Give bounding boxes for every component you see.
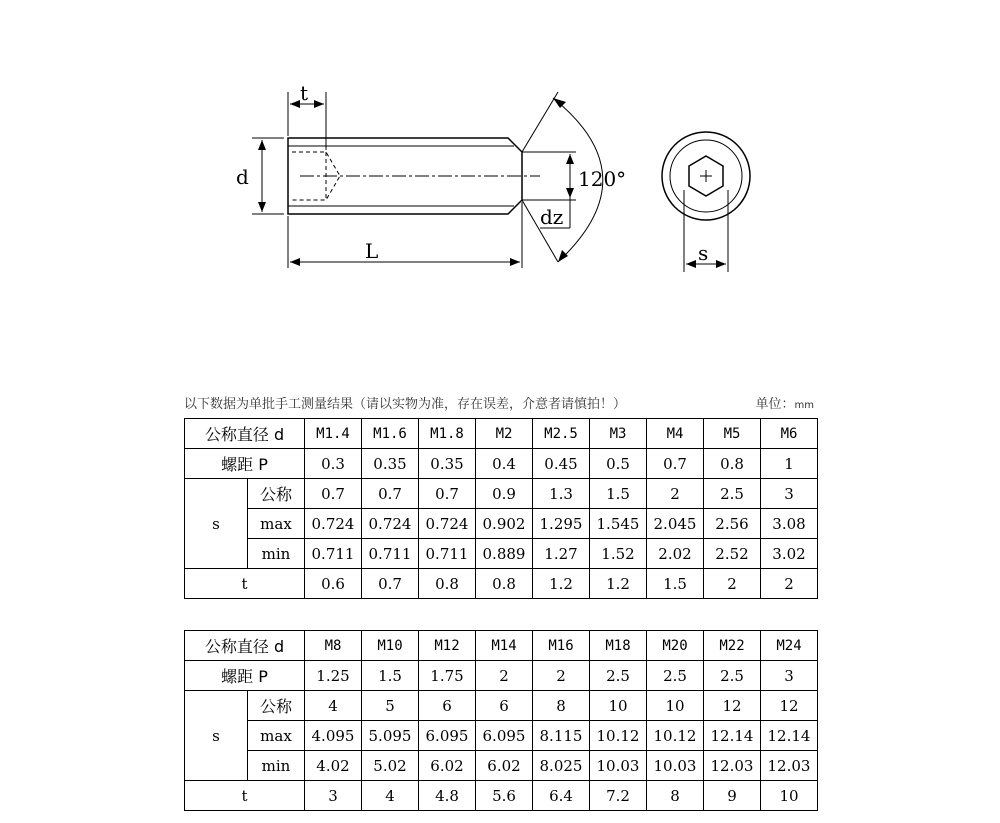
- angle-label: 120°: [578, 167, 627, 191]
- row-label-s: s: [185, 691, 248, 781]
- row-label-s-max: max: [248, 509, 305, 539]
- s-nominal-cell: 0.7: [362, 479, 419, 509]
- row-label-s-max: max: [248, 721, 305, 751]
- s-nominal-cell: 0.7: [305, 479, 362, 509]
- row-label-nominal-diameter: 公称直径 d: [185, 419, 305, 449]
- size-cell: M18: [590, 631, 647, 661]
- s-min-cell: 2.52: [704, 539, 761, 569]
- unit-label: 单位：: [755, 397, 795, 412]
- d-label: d: [236, 165, 249, 189]
- pitch-cell: 2.5: [590, 661, 647, 691]
- s-min-cell: 0.711: [362, 539, 419, 569]
- size-cell: M20: [647, 631, 704, 661]
- note-text: 以下数据为单批手工测量结果（请以实物为准，存在误差，介意者请慎拍！）: [184, 397, 627, 412]
- pitch-cell: 0.35: [419, 449, 476, 479]
- t-cell: 9: [704, 781, 761, 811]
- s-nominal-cell: 4: [305, 691, 362, 721]
- s-max-cell: 4.095: [305, 721, 362, 751]
- size-cell: M24: [761, 631, 818, 661]
- s-max-cell: 2.56: [704, 509, 761, 539]
- s-min-cell: 10.03: [590, 751, 647, 781]
- t-cell: 0.8: [476, 569, 533, 599]
- s-max-cell: 1.295: [533, 509, 590, 539]
- spec-table-1: [184, 418, 818, 599]
- row-label-nominal-diameter: 公称直径 d: [185, 631, 305, 661]
- s-min-cell: 0.889: [476, 539, 533, 569]
- s-max-cell: 8.115: [533, 721, 590, 751]
- row-label-s-nominal: 公称: [248, 479, 305, 509]
- s-max-cell: 12.14: [761, 721, 818, 751]
- s-min-cell: 1.52: [590, 539, 647, 569]
- s-max-cell: 0.902: [476, 509, 533, 539]
- s-nominal-cell: 10: [647, 691, 704, 721]
- s-max-cell: 10.12: [647, 721, 704, 751]
- size-cell: M12: [419, 631, 476, 661]
- s-nominal-cell: 8: [533, 691, 590, 721]
- pitch-cell: 0.7: [647, 449, 704, 479]
- s-min-cell: 6.02: [476, 751, 533, 781]
- size-cell: M14: [476, 631, 533, 661]
- t-cell: 0.6: [305, 569, 362, 599]
- s-max-cell: 1.545: [590, 509, 647, 539]
- size-cell: M4: [647, 419, 704, 449]
- s-min-cell: 12.03: [704, 751, 761, 781]
- pitch-cell: 0.4: [476, 449, 533, 479]
- s-label: s: [698, 241, 709, 265]
- table-row: [185, 781, 818, 811]
- s-max-cell: 6.095: [419, 721, 476, 751]
- s-nominal-cell: 1.3: [533, 479, 590, 509]
- s-min-cell: 2.02: [647, 539, 704, 569]
- t-cell: 4.8: [419, 781, 476, 811]
- s-max-cell: 0.724: [305, 509, 362, 539]
- s-nominal-cell: 0.9: [476, 479, 533, 509]
- s-min-cell: 0.711: [419, 539, 476, 569]
- s-min-cell: 0.711: [305, 539, 362, 569]
- row-label-s-nominal: 公称: [248, 691, 305, 721]
- pitch-cell: 2.5: [704, 661, 761, 691]
- table-row: [185, 479, 818, 509]
- s-nominal-cell: 2.5: [704, 479, 761, 509]
- row-label-t: t: [185, 781, 305, 811]
- s-nominal-cell: 3: [761, 479, 818, 509]
- t-cell: 1.2: [533, 569, 590, 599]
- size-cell: M3: [590, 419, 647, 449]
- set-screw-drawing: [0, 0, 1000, 300]
- size-cell: M22: [704, 631, 761, 661]
- s-min-cell: 4.02: [305, 751, 362, 781]
- row-label-pitch: 螺距 P: [185, 449, 305, 479]
- table-row: [185, 721, 818, 751]
- s-nominal-cell: 5: [362, 691, 419, 721]
- table-row: [185, 509, 818, 539]
- table-row: [185, 751, 818, 781]
- size-cell: M2: [476, 419, 533, 449]
- t-cell: 1.5: [647, 569, 704, 599]
- pitch-cell: 0.3: [305, 449, 362, 479]
- t-label: t: [300, 81, 309, 105]
- s-max-cell: 10.12: [590, 721, 647, 751]
- pitch-cell: 1.25: [305, 661, 362, 691]
- s-nominal-cell: 10: [590, 691, 647, 721]
- table-row: [185, 419, 818, 449]
- s-nominal-cell: 1.5: [590, 479, 647, 509]
- table-row: [185, 569, 818, 599]
- s-nominal-cell: 6: [476, 691, 533, 721]
- size-cell: M5: [704, 419, 761, 449]
- row-label-s-min: min: [248, 751, 305, 781]
- s-nominal-cell: 12: [704, 691, 761, 721]
- s-nominal-cell: 12: [761, 691, 818, 721]
- s-min-cell: 10.03: [647, 751, 704, 781]
- table-row: [185, 449, 818, 479]
- row-label-s-min: min: [248, 539, 305, 569]
- t-cell: 7.2: [590, 781, 647, 811]
- pitch-cell: 0.45: [533, 449, 590, 479]
- pitch-cell: 3: [761, 661, 818, 691]
- unit-value: mm: [794, 400, 814, 411]
- s-max-cell: 0.724: [362, 509, 419, 539]
- s-max-cell: 6.095: [476, 721, 533, 751]
- L-label: L: [365, 239, 379, 263]
- s-min-cell: 6.02: [419, 751, 476, 781]
- table-row: [185, 691, 818, 721]
- size-cell: M1.8: [419, 419, 476, 449]
- size-cell: M8: [305, 631, 362, 661]
- pitch-cell: 0.5: [590, 449, 647, 479]
- pitch-cell: 2: [533, 661, 590, 691]
- table-row: [185, 631, 818, 661]
- t-cell: 0.8: [419, 569, 476, 599]
- t-cell: 1.2: [590, 569, 647, 599]
- s-nominal-cell: 6: [419, 691, 476, 721]
- unit-note: [756, 393, 815, 412]
- s-max-cell: 2.045: [647, 509, 704, 539]
- table-row: [185, 661, 818, 691]
- s-max-cell: 3.08: [761, 509, 818, 539]
- row-label-t: t: [185, 569, 305, 599]
- s-min-cell: 12.03: [761, 751, 818, 781]
- size-cell: M1.4: [305, 419, 362, 449]
- row-label-pitch: 螺距 P: [185, 661, 305, 691]
- s-min-cell: 5.02: [362, 751, 419, 781]
- s-max-cell: 12.14: [704, 721, 761, 751]
- t-cell: 2: [704, 569, 761, 599]
- pitch-cell: 0.35: [362, 449, 419, 479]
- size-cell: M16: [533, 631, 590, 661]
- row-label-s: s: [185, 479, 248, 569]
- spec-table-2: [184, 630, 818, 811]
- t-cell: 10: [761, 781, 818, 811]
- s-min-cell: 8.025: [533, 751, 590, 781]
- pitch-cell: 2.5: [647, 661, 704, 691]
- pitch-cell: 0.8: [704, 449, 761, 479]
- table-row: [185, 539, 818, 569]
- t-cell: 2: [761, 569, 818, 599]
- t-cell: 6.4: [533, 781, 590, 811]
- t-cell: 8: [647, 781, 704, 811]
- size-cell: M2.5: [533, 419, 590, 449]
- size-cell: M1.6: [362, 419, 419, 449]
- t-cell: 0.7: [362, 569, 419, 599]
- pitch-cell: 1.75: [419, 661, 476, 691]
- s-nominal-cell: 2: [647, 479, 704, 509]
- size-cell: M6: [761, 419, 818, 449]
- t-cell: 5.6: [476, 781, 533, 811]
- s-min-cell: 1.27: [533, 539, 590, 569]
- pitch-cell: 1: [761, 449, 818, 479]
- pitch-cell: 1.5: [362, 661, 419, 691]
- t-cell: 3: [305, 781, 362, 811]
- s-nominal-cell: 0.7: [419, 479, 476, 509]
- t-cell: 4: [362, 781, 419, 811]
- s-min-cell: 3.02: [761, 539, 818, 569]
- size-cell: M10: [362, 631, 419, 661]
- measurement-note: [184, 393, 814, 411]
- dz-label: dz: [540, 205, 564, 229]
- s-max-cell: 5.095: [362, 721, 419, 751]
- pitch-cell: 2: [476, 661, 533, 691]
- s-max-cell: 0.724: [419, 509, 476, 539]
